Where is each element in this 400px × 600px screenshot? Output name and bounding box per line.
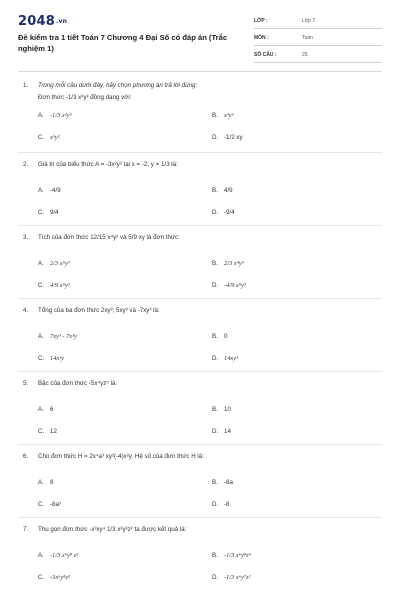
- meta-label: MÔN :: [254, 35, 269, 41]
- option-text: -9/4: [224, 209, 235, 216]
- question-number: 7.: [23, 526, 29, 533]
- option-d[interactable]: [212, 209, 235, 216]
- site-logo[interactable]: [18, 14, 67, 29]
- option-c[interactable]: [38, 355, 64, 362]
- option-letter: A.: [38, 406, 44, 413]
- question-header: [18, 232, 382, 244]
- option-b[interactable]: [212, 333, 227, 340]
- question-divider: [18, 444, 382, 445]
- question-text: Trong mỗi câu dưới đây, hãy chọn phương án trả lời đúng:: [38, 82, 198, 89]
- option-text: -8: [224, 501, 230, 508]
- option-b[interactable]: [212, 406, 231, 413]
- meta-label: LỚP :: [254, 18, 268, 24]
- options: [18, 390, 382, 442]
- option-letter: D.: [212, 428, 219, 435]
- options: [18, 171, 382, 223]
- option-text: 12: [50, 428, 57, 435]
- meta-value: Lớp 7: [302, 18, 316, 24]
- option-a[interactable]: [38, 260, 70, 267]
- question-3: [18, 232, 382, 299]
- option-letter: D.: [212, 501, 219, 508]
- option-letter: C.: [38, 209, 45, 216]
- option-a[interactable]: [38, 333, 77, 340]
- option-text: x³y²: [50, 134, 60, 141]
- question-text: Cho đơn thức H = 2x⁴a³ xy²(-4)x²y. Hệ số của đơn thức H là:: [38, 453, 204, 460]
- option-letter: A.: [38, 260, 44, 267]
- option-text: -1/3 x²y³: [50, 112, 72, 119]
- option-d[interactable]: [212, 428, 231, 435]
- question-header: [18, 524, 382, 536]
- option-a[interactable]: [38, 552, 78, 559]
- option-a[interactable]: [38, 406, 53, 413]
- option-letter: C.: [38, 501, 45, 508]
- meta-row-subject: [254, 31, 382, 46]
- option-letter: B.: [212, 333, 218, 340]
- meta-row-count: [254, 48, 382, 63]
- option-d[interactable]: [212, 574, 250, 581]
- meta-value: Toán: [302, 35, 313, 41]
- option-a[interactable]: [38, 479, 53, 486]
- option-text: -3x⁶y⁸z²: [50, 574, 70, 581]
- question-divider: [18, 517, 382, 518]
- option-c[interactable]: [38, 501, 61, 508]
- document-header: [18, 12, 382, 70]
- meta-row-class: [254, 14, 382, 29]
- option-c[interactable]: [38, 574, 70, 581]
- header-divider: [18, 71, 382, 72]
- question-4: [18, 305, 382, 372]
- option-d[interactable]: [212, 501, 230, 508]
- question-number: 1.: [23, 82, 29, 89]
- question-number: 6.: [23, 453, 29, 460]
- meta-label: SỐ CÂU :: [254, 52, 277, 58]
- option-text: -1/3 x⁶y⁷z²: [224, 574, 251, 581]
- question-5: [18, 378, 382, 445]
- question-header: [18, 305, 382, 317]
- option-text: -8a³: [50, 501, 62, 508]
- option-a[interactable]: [38, 187, 61, 194]
- option-text: 4/9: [224, 187, 233, 194]
- question-text: Tích của đơn thức 12/15 x⁴y² và 5/9 xy là đơn thức:: [38, 234, 180, 241]
- option-a[interactable]: [38, 112, 71, 119]
- question-number: 4.: [23, 307, 29, 314]
- question-header: [18, 378, 382, 390]
- option-d[interactable]: [212, 355, 238, 362]
- question-text: Bậc của đơn thức -5x⁴yz⁵ là:: [38, 380, 118, 387]
- option-text: 0: [224, 333, 228, 340]
- option-letter: C.: [38, 355, 45, 362]
- option-text: -8a: [224, 479, 233, 486]
- option-b[interactable]: [212, 479, 233, 486]
- option-letter: A.: [38, 552, 44, 559]
- question-text: Tổng của ba đơn thức 2xy³; 5xy³ và -7xy³ là:: [38, 307, 160, 314]
- question-number: 3.: [23, 234, 29, 241]
- option-text: -1/2 xy: [224, 134, 243, 141]
- options: [18, 536, 382, 588]
- options: [18, 104, 382, 150]
- question-subtext: Đơn thức -1/3 x²y³ đồng dạng với:: [38, 94, 132, 101]
- option-letter: D.: [212, 282, 219, 289]
- meta-info: [254, 14, 382, 65]
- option-letter: D.: [212, 355, 219, 362]
- option-letter: C.: [38, 282, 45, 289]
- option-letter: D.: [212, 574, 219, 581]
- options: [18, 463, 382, 515]
- question-header: [18, 451, 382, 463]
- option-text: -4/9: [50, 187, 61, 194]
- option-letter: A.: [38, 187, 44, 194]
- question-divider: [18, 371, 382, 372]
- document-title: Đề kiểm tra 1 tiết Toán 7 Chương 4 Đại Số có đáp án (Trắc nghiệm 1): [18, 33, 228, 53]
- option-b[interactable]: [212, 260, 244, 267]
- option-text: 14xy³: [224, 355, 238, 362]
- option-b[interactable]: [212, 112, 234, 119]
- option-letter: B.: [212, 260, 218, 267]
- option-text: x³y²: [224, 112, 234, 119]
- option-letter: B.: [212, 187, 218, 194]
- option-letter: C.: [38, 428, 45, 435]
- option-text: 14: [224, 428, 231, 435]
- options: [18, 317, 382, 369]
- option-text: 10: [224, 406, 231, 413]
- option-letter: A.: [38, 333, 44, 340]
- option-text: 8: [50, 479, 54, 486]
- option-text: -4/9 x⁵y³: [224, 282, 246, 289]
- option-letter: A.: [38, 479, 44, 486]
- option-d[interactable]: [212, 134, 243, 141]
- option-letter: B.: [212, 479, 218, 486]
- option-letter: C.: [38, 574, 45, 581]
- question-header: [18, 80, 382, 92]
- option-text: 9/4: [50, 209, 59, 216]
- logo-text: 2048: [18, 14, 55, 29]
- option-letter: D.: [212, 134, 219, 141]
- question-6: [18, 451, 382, 518]
- options: [18, 244, 382, 296]
- option-c[interactable]: [38, 428, 57, 435]
- option-d[interactable]: [212, 282, 246, 289]
- option-text: 2/3 x⁵y³: [50, 260, 70, 267]
- option-letter: B.: [212, 552, 218, 559]
- option-text: -1/3 x⁶y⁸ z²: [50, 552, 79, 559]
- option-letter: A.: [38, 112, 44, 119]
- question-text: Giá trị của biểu thức A = -3x²y³ tại x = -2, y = 1/3 là:: [38, 161, 178, 168]
- question-divider: [18, 298, 382, 299]
- question-text: Thu gọn đơn thức -x³xy⁴ 1/3 x²y³z² ta được kết quả là:: [38, 526, 187, 533]
- option-text: 7xy³ - 7x³y: [50, 333, 77, 340]
- option-b[interactable]: [212, 552, 251, 559]
- question-number: 5.: [23, 380, 29, 387]
- question-2: [18, 159, 382, 226]
- meta-value: 25: [302, 52, 308, 58]
- option-text: 6: [50, 406, 54, 413]
- logo-suffix: .vn: [55, 18, 68, 25]
- option-c[interactable]: [38, 134, 60, 141]
- option-letter: D.: [212, 209, 219, 216]
- option-text: 2/3 x⁴y³: [224, 260, 244, 267]
- option-letter: B.: [212, 112, 218, 119]
- option-b[interactable]: [212, 187, 233, 194]
- question-header: [18, 159, 382, 171]
- question-divider: [18, 152, 382, 153]
- question-divider: [18, 225, 382, 226]
- option-text: -1/3 x⁶y⁸z⁴: [224, 552, 251, 559]
- question-7: [18, 524, 382, 588]
- option-letter: C.: [38, 134, 45, 141]
- question-list: [18, 80, 382, 588]
- option-letter: B.: [212, 406, 218, 413]
- option-text: 14x³y: [50, 355, 64, 362]
- option-c[interactable]: [38, 282, 70, 289]
- option-text: 4/9 x⁵y³: [50, 282, 70, 289]
- question-number: 2.: [23, 161, 29, 168]
- option-c[interactable]: [38, 209, 59, 216]
- question-1: [18, 80, 382, 153]
